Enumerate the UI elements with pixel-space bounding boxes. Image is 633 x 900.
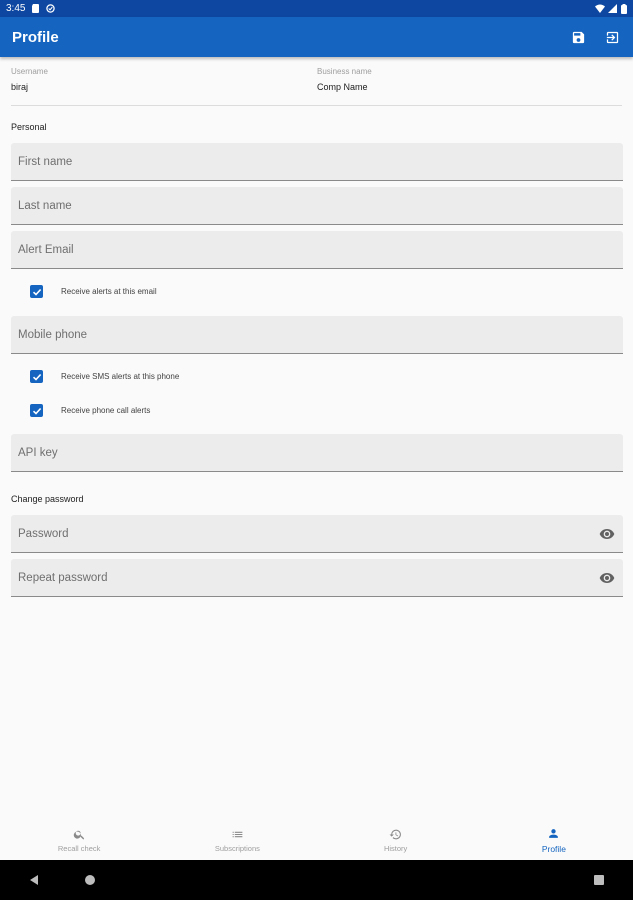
eye-icon[interactable]	[598, 525, 616, 543]
nav-profile[interactable]	[475, 820, 633, 860]
username-block	[11, 67, 48, 92]
person-icon	[547, 827, 561, 841]
receive-email-alerts-checkbox[interactable]	[30, 285, 157, 298]
first-name-field[interactable]	[11, 143, 623, 181]
signal-icon	[608, 4, 617, 13]
receive-sms-alerts-checkbox[interactable]	[30, 370, 179, 383]
username-label: Username	[11, 67, 48, 76]
business-name-block	[317, 67, 372, 92]
last-name-field[interactable]	[11, 187, 623, 225]
mobile-phone-placeholder: Mobile phone	[18, 328, 88, 341]
wifi-icon	[595, 4, 604, 13]
nav-subscriptions[interactable]	[158, 820, 316, 860]
logout-icon[interactable]	[603, 28, 621, 46]
eye-icon[interactable]	[598, 569, 616, 587]
list-icon	[230, 827, 244, 841]
checkbox-checked-icon[interactable]	[30, 404, 43, 417]
mobile-phone-field[interactable]	[11, 316, 623, 354]
sync-icon	[46, 4, 55, 13]
business-name-value: Comp Name	[317, 82, 368, 92]
history-icon	[389, 827, 403, 841]
recents-icon[interactable]	[591, 872, 607, 888]
nav-recall-check[interactable]	[0, 820, 158, 860]
personal-section-title: Personal	[11, 122, 47, 132]
repeat-password-placeholder: Repeat password	[18, 571, 108, 584]
api-key-field[interactable]	[11, 434, 623, 472]
repeat-password-field[interactable]	[11, 559, 623, 597]
account-info	[11, 67, 622, 107]
username-value: biraj	[11, 82, 29, 92]
bottom-navigation	[0, 820, 633, 860]
receive-call-alerts-label: Receive phone call alerts	[61, 406, 151, 415]
page-title: Profile	[12, 28, 59, 46]
receive-email-alerts-label: Receive alerts at this email	[61, 287, 157, 296]
battery-icon	[621, 4, 627, 13]
checkbox-checked-icon[interactable]	[30, 285, 43, 298]
checkbox-checked-icon[interactable]	[30, 370, 43, 383]
password-field[interactable]	[11, 515, 623, 553]
receive-call-alerts-checkbox[interactable]	[30, 404, 150, 417]
alert-email-placeholder: Alert Email	[18, 243, 74, 256]
home-icon[interactable]	[82, 872, 98, 888]
alert-email-field[interactable]	[11, 231, 623, 269]
password-placeholder: Password	[18, 527, 69, 540]
system-navigation-bar	[0, 860, 633, 900]
status-time: 3:45	[6, 3, 26, 14]
search-icon	[72, 827, 86, 841]
nav-label: Recall check	[57, 844, 101, 853]
nav-label: Subscriptions	[214, 844, 260, 853]
last-name-placeholder: Last name	[18, 199, 72, 212]
change-password-section-title: Change password	[11, 494, 84, 504]
app-bar	[0, 17, 633, 57]
business-name-label: Business name	[317, 67, 372, 76]
divider	[11, 105, 622, 106]
status-bar	[0, 0, 633, 17]
sd-card-icon	[31, 4, 40, 13]
save-icon[interactable]	[569, 28, 587, 46]
back-icon[interactable]	[26, 872, 42, 888]
api-key-placeholder: API key	[18, 446, 58, 459]
nav-label: Profile	[541, 843, 566, 854]
nav-label: History	[383, 844, 408, 853]
receive-sms-alerts-label: Receive SMS alerts at this phone	[61, 372, 180, 381]
first-name-placeholder: First name	[18, 155, 73, 168]
nav-history[interactable]	[317, 820, 475, 860]
